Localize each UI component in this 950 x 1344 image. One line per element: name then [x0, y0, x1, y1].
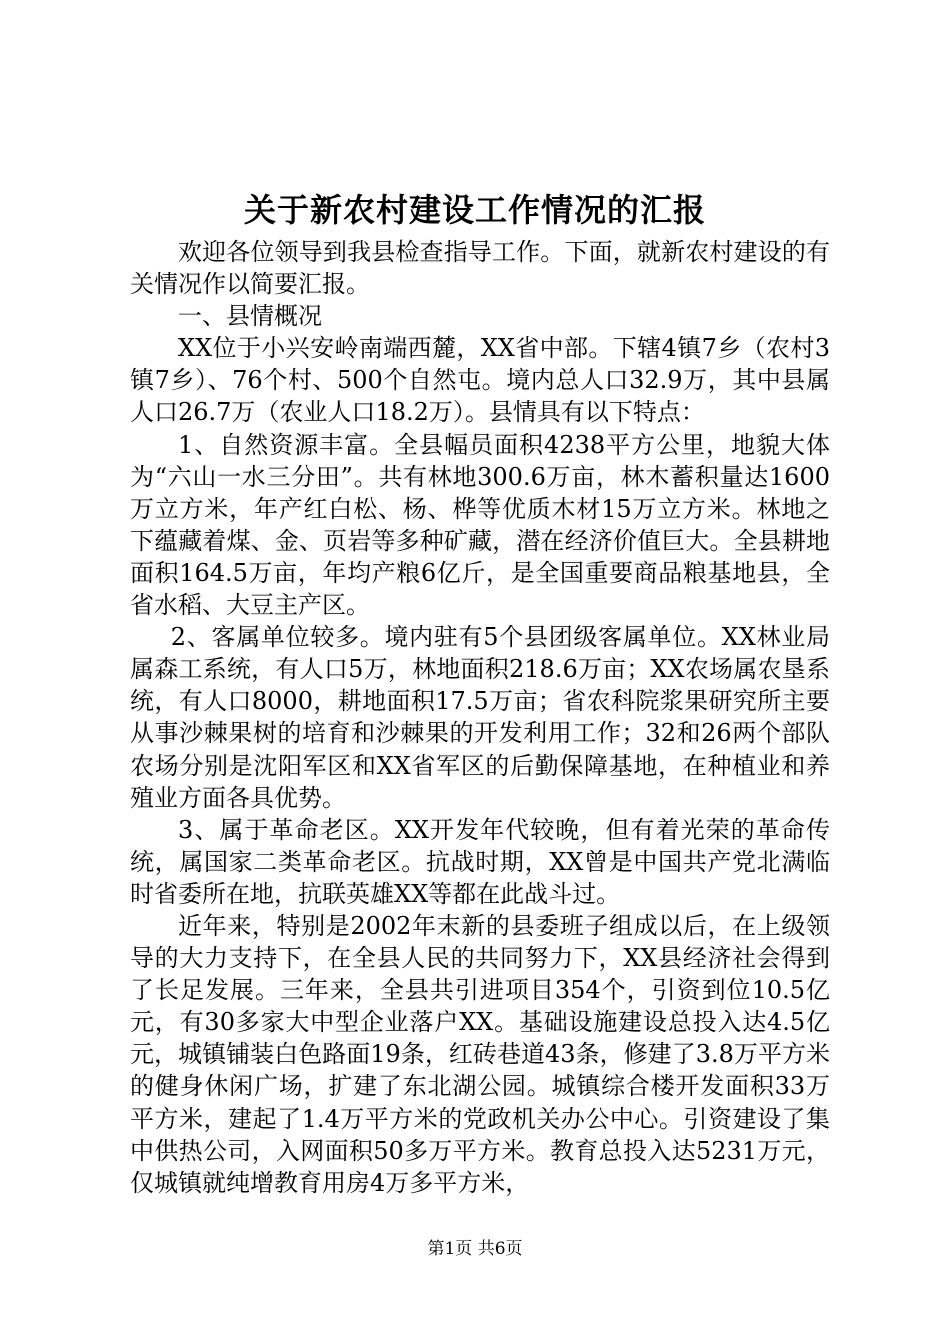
document-title: 关于新农村建设工作情况的汇报	[243, 191, 706, 229]
section-heading-county-overview: 一、县情概况	[178, 302, 322, 331]
document-body	[130, 236, 830, 1199]
paragraph-affiliated-units: 2、客属单位较多。境内驻有5个县团级客属单位。XX林业局属森工系统，有人口5万，林地面积218.6万亩；XX农场属农垦系统，有人口8000，耕地面积17.5万亩；省农科院浆果研究所主要从事沙棘果树的培育和沙棘果的开发利用工作；32和26两个部队农场分别是沈阳军区和XX省军区的后勤保障基地，在种植业和养殖业方面各具优势。	[130, 623, 830, 812]
paragraph-intro: 欢迎各位领导到我县检查指导工作。下面，就新农村建设的有关情况作以简要汇报。	[130, 238, 830, 299]
paragraph-county-location: XX位于小兴安岭南端西麓，XX省中部。下辖4镇7乡（农村3镇7乡）、76个村、500个自然屯。境内总人口32.9万，其中县属人口26.7万（农业人口18.2万）。县情具有以下特点：	[130, 334, 830, 427]
paragraph-natural-resources: 1、自然资源丰富。全县幅员面积4238平方公里，地貌大体为“六山一水三分田”。共有林地300.6万亩，林木蓄积量达1600万立方米，年产红白松、杨、桦等优质木材15万立方米。林地之下蕴藏着煤、金、页岩等多种矿藏，潜在经济价值巨大。全县耕地面积164.5万亩，年均产粮6亿斤，是全国重要商品粮基地县，全省水稻、大豆主产区。	[130, 430, 830, 620]
paragraph-revolutionary-area: 3、属于革命老区。XX开发年代较晚，但有着光荣的革命传统，属国家二类革命老区。抗战时期，XX曾是中国共产党北满临时省委所在地，抗联英雄XX等都在此战斗过。	[130, 815, 830, 908]
page-footer: 第1页 共6页	[427, 1239, 523, 1259]
paragraph-recent-development: 近年来，特别是2002年末新的县委班子组成以后，在上级领导的大力支持下，在全县人民的共同努力下，XX县经济社会得到了长足发展。三年来，全县共引进项目354个，引资到位10.5亿元，有30多家大中型企业落户XX。基础设施建设总投入达4.5亿元，城镇铺装白色路面19条，红砖巷道43条，修建了3.8万平方米的健身休闲广场，扩建了东北湖公园。城镇综合楼开发面积33万平方米，建起了1.4万平方米的党政机关办公中心。引资建设了集中供热公司，入网面积50多万平方米。教育总投入达5231万元，仅城镇就纯增教育用房4万多平方米，	[130, 911, 830, 1197]
